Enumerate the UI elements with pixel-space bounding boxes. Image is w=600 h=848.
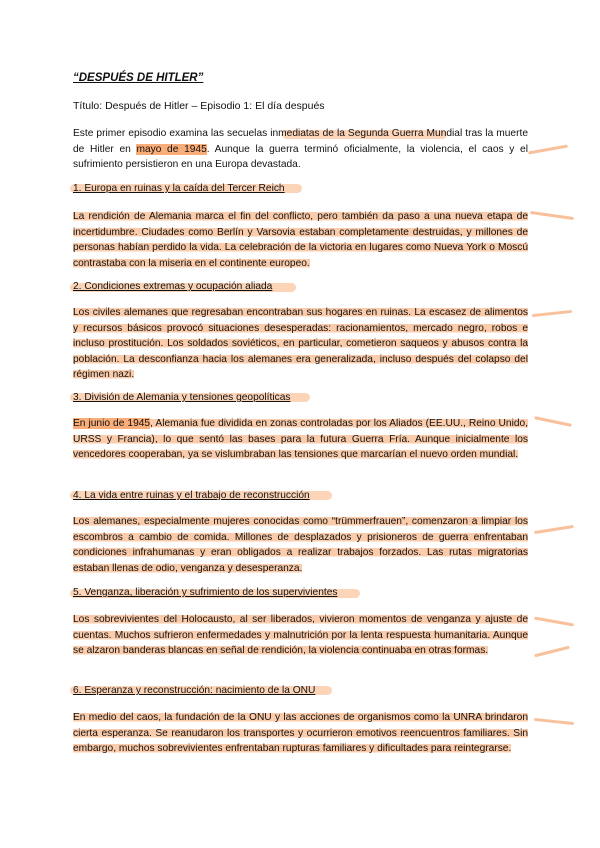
section-body-5 (73, 612, 528, 659)
section-body-6 (73, 710, 528, 757)
intro-text-start: Este primer episodio examina las secuelas inmediatas de la Segunda Guerra Mundial tras la muerte de Hitler en (73, 128, 528, 155)
section-text: Los alemanes, especialmente mujeres conocidas como “trümmerfrauen”, comenzaron a limpiar los escombros a cambio de comida. Millones de desplazados y prisioneros de guerra enfrentaban condiciones infrahumanas y eran obligados a realizar trabajos forzados. Las rutas migratorias estaban llenas de odio, venganza y desesperanza. (73, 516, 528, 574)
section-heading-2: 2. Condiciones extremas y ocupación aliada (73, 281, 273, 292)
section-body-1 (73, 209, 528, 271)
highlighter-mark (532, 310, 572, 317)
section-heading-5: 5. Venganza, liberación y sufrimiento de los supervivientes (73, 587, 338, 598)
highlighter-mark (530, 211, 574, 220)
section-text: Los sobrevivientes del Holocausto, al ser liberados, vivieron momentos de venganza y ajuste de cuentas. Muchos sufrieron enfermedades y malnutrición por la lenta respuesta humanitaria. Aunque se alzaron banderas blancas en señal de rendición, la violencia continuaba en otras formas. (73, 614, 528, 656)
highlighter-mark (534, 646, 570, 658)
date-highlight: mayo de 1945 (136, 143, 207, 155)
section-body-2 (73, 305, 528, 383)
date-highlight: En junio de 1945 (73, 418, 151, 429)
section-heading-6: 6. Esperanza y reconstrucción: nacimiento de la ONU (73, 685, 316, 696)
section-text: La rendición de Alemania marca el fin del conflicto, pero también da paso a una nueva etapa de incertidumbre. Ciudades como Berlín y Varsovia estaban completamente destruidas, y millones de personas habían perdido la vida. La celebración de la victoria en lugares como Nueva York o Moscú contrastaba con la miseria en el continente europeo. (73, 211, 528, 269)
highlighter-mark (534, 617, 574, 627)
section-text: , Alemania fue dividida en zonas controladas por los Aliados (EE.UU., Reino Unido, URSS y Francia), lo que sentó las bases para la futura Guerra Fría. Aunque inicialmente los vencedores cooperaban, ya se vislumbraban las tensiones que marcarían el nuevo orden mundial. (73, 418, 528, 460)
intro-paragraph (73, 126, 528, 173)
episode-subtitle: Título: Después de Hitler – Episodio 1: El día después (73, 100, 325, 112)
section-text: En medio del caos, la fundación de la ONU y las acciones de organismos como la UNRA brindaron cierta esperanza. Se reanudaron los transportes y ocurrieron emotivos reencuentros familiares. Sin embargo, muchos sobrevivientes enfrentaban rupturas familiares y dificultades para reintegrarse. (73, 712, 528, 754)
highlighter-mark (534, 525, 574, 534)
highlighter-mark (534, 718, 574, 725)
section-text: Los civiles alemanes que regresaban encontraban sus hogares en ruinas. La escasez de alimentos y recursos básicos provocó situaciones desesperadas: racionamientos, mercado negro, robos e incluso prostitución. Los soldados soviéticos, en particular, cometieron saqueos y abusos contra la población. La desconfianza hacia los alemanes era generalizada, incluso después del colapso del régimen nazi. (73, 307, 528, 380)
section-body-3 (73, 416, 528, 463)
intro-text-end: . Aunque la guerra terminó oficialmente, la violencia, el caos y el sufrimiento persistieron en una Europa devastada. (73, 143, 528, 170)
section-heading-1: 1. Europa en ruinas y la caída del Tercer Reich (73, 183, 285, 194)
highlighter-mark (528, 145, 568, 155)
section-heading-3: 3. División de Alemania y tensiones geopolíticas (73, 392, 291, 403)
section-body-4 (73, 514, 528, 576)
document-title: “DESPUÉS DE HITLER” (73, 72, 204, 84)
section-heading-4: 4. La vida entre ruinas y el trabajo de reconstrucción (73, 490, 310, 501)
highlighter-mark (534, 416, 572, 427)
